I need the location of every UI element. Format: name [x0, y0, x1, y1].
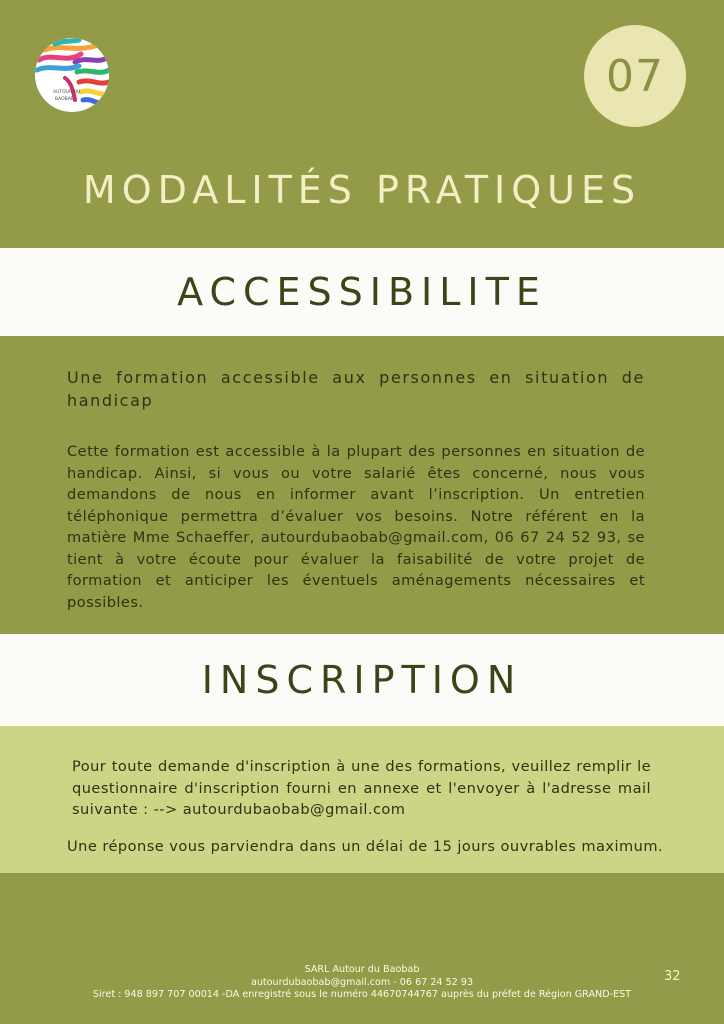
inscription-heading: INSCRIPTION — [201, 658, 523, 702]
logo-text-top: AUTOUR DU — [53, 90, 81, 95]
accessibility-heading-band — [0, 248, 724, 336]
accessibility-body: Cette formation est accessible à la plupart des personnes en situation de handicap. Ainsi, si vous ou votre salarié êtes concerné, nous vous demandons de nous en informer avant l’inscription. Un entretien téléphonique permettra d’évaluer vos besoins. Notre référent en la matière Mme Schaeffer, autourdubaobab@gmail.com, 06 67 24 52 93, se tient à votre écoute pour évaluer la faisabilité de votre projet de formation et anticiper les éventuels aménagements nécessaires et possibles. — [67, 443, 645, 611]
section-number-badge — [584, 25, 686, 127]
accessibility-heading: ACCESSIBILITE — [177, 270, 547, 314]
footer-contact: autourdubaobab@gmail.com - 06 67 24 52 93 — [250, 976, 474, 988]
page-number: 32 — [664, 969, 681, 984]
inscription-heading-band — [0, 634, 724, 726]
accessibility-lead: Une formation accessible aux personnes en situation de handicap — [67, 368, 645, 410]
inscription-note: Une réponse vous parviendra dans un délai de 15 jours ouvrables maximum. — [67, 838, 664, 855]
footer-legal: Siret : 948 897 707 00014 -DA enregistré sous le numéro 44670744767 auprès du préfet de Région GRAND-EST — [92, 989, 632, 1000]
baobab-logo — [35, 38, 109, 112]
page-title: MODALITÉS PRATIQUES — [82, 168, 642, 212]
inscription-body: Pour toute demande d'inscription à une des formations, veuillez remplir le questionnaire d'inscription fourni en annexe et l'envoyer à l'adresse mail suivante : --> autourdubaobab@gmail.com — [72, 758, 651, 818]
logo-text-bottom: BAOBAB — [55, 97, 74, 102]
footer-company: SARL Autour du Baobab — [304, 964, 420, 975]
section-number: 07 — [606, 50, 664, 102]
footer — [0, 964, 724, 1002]
